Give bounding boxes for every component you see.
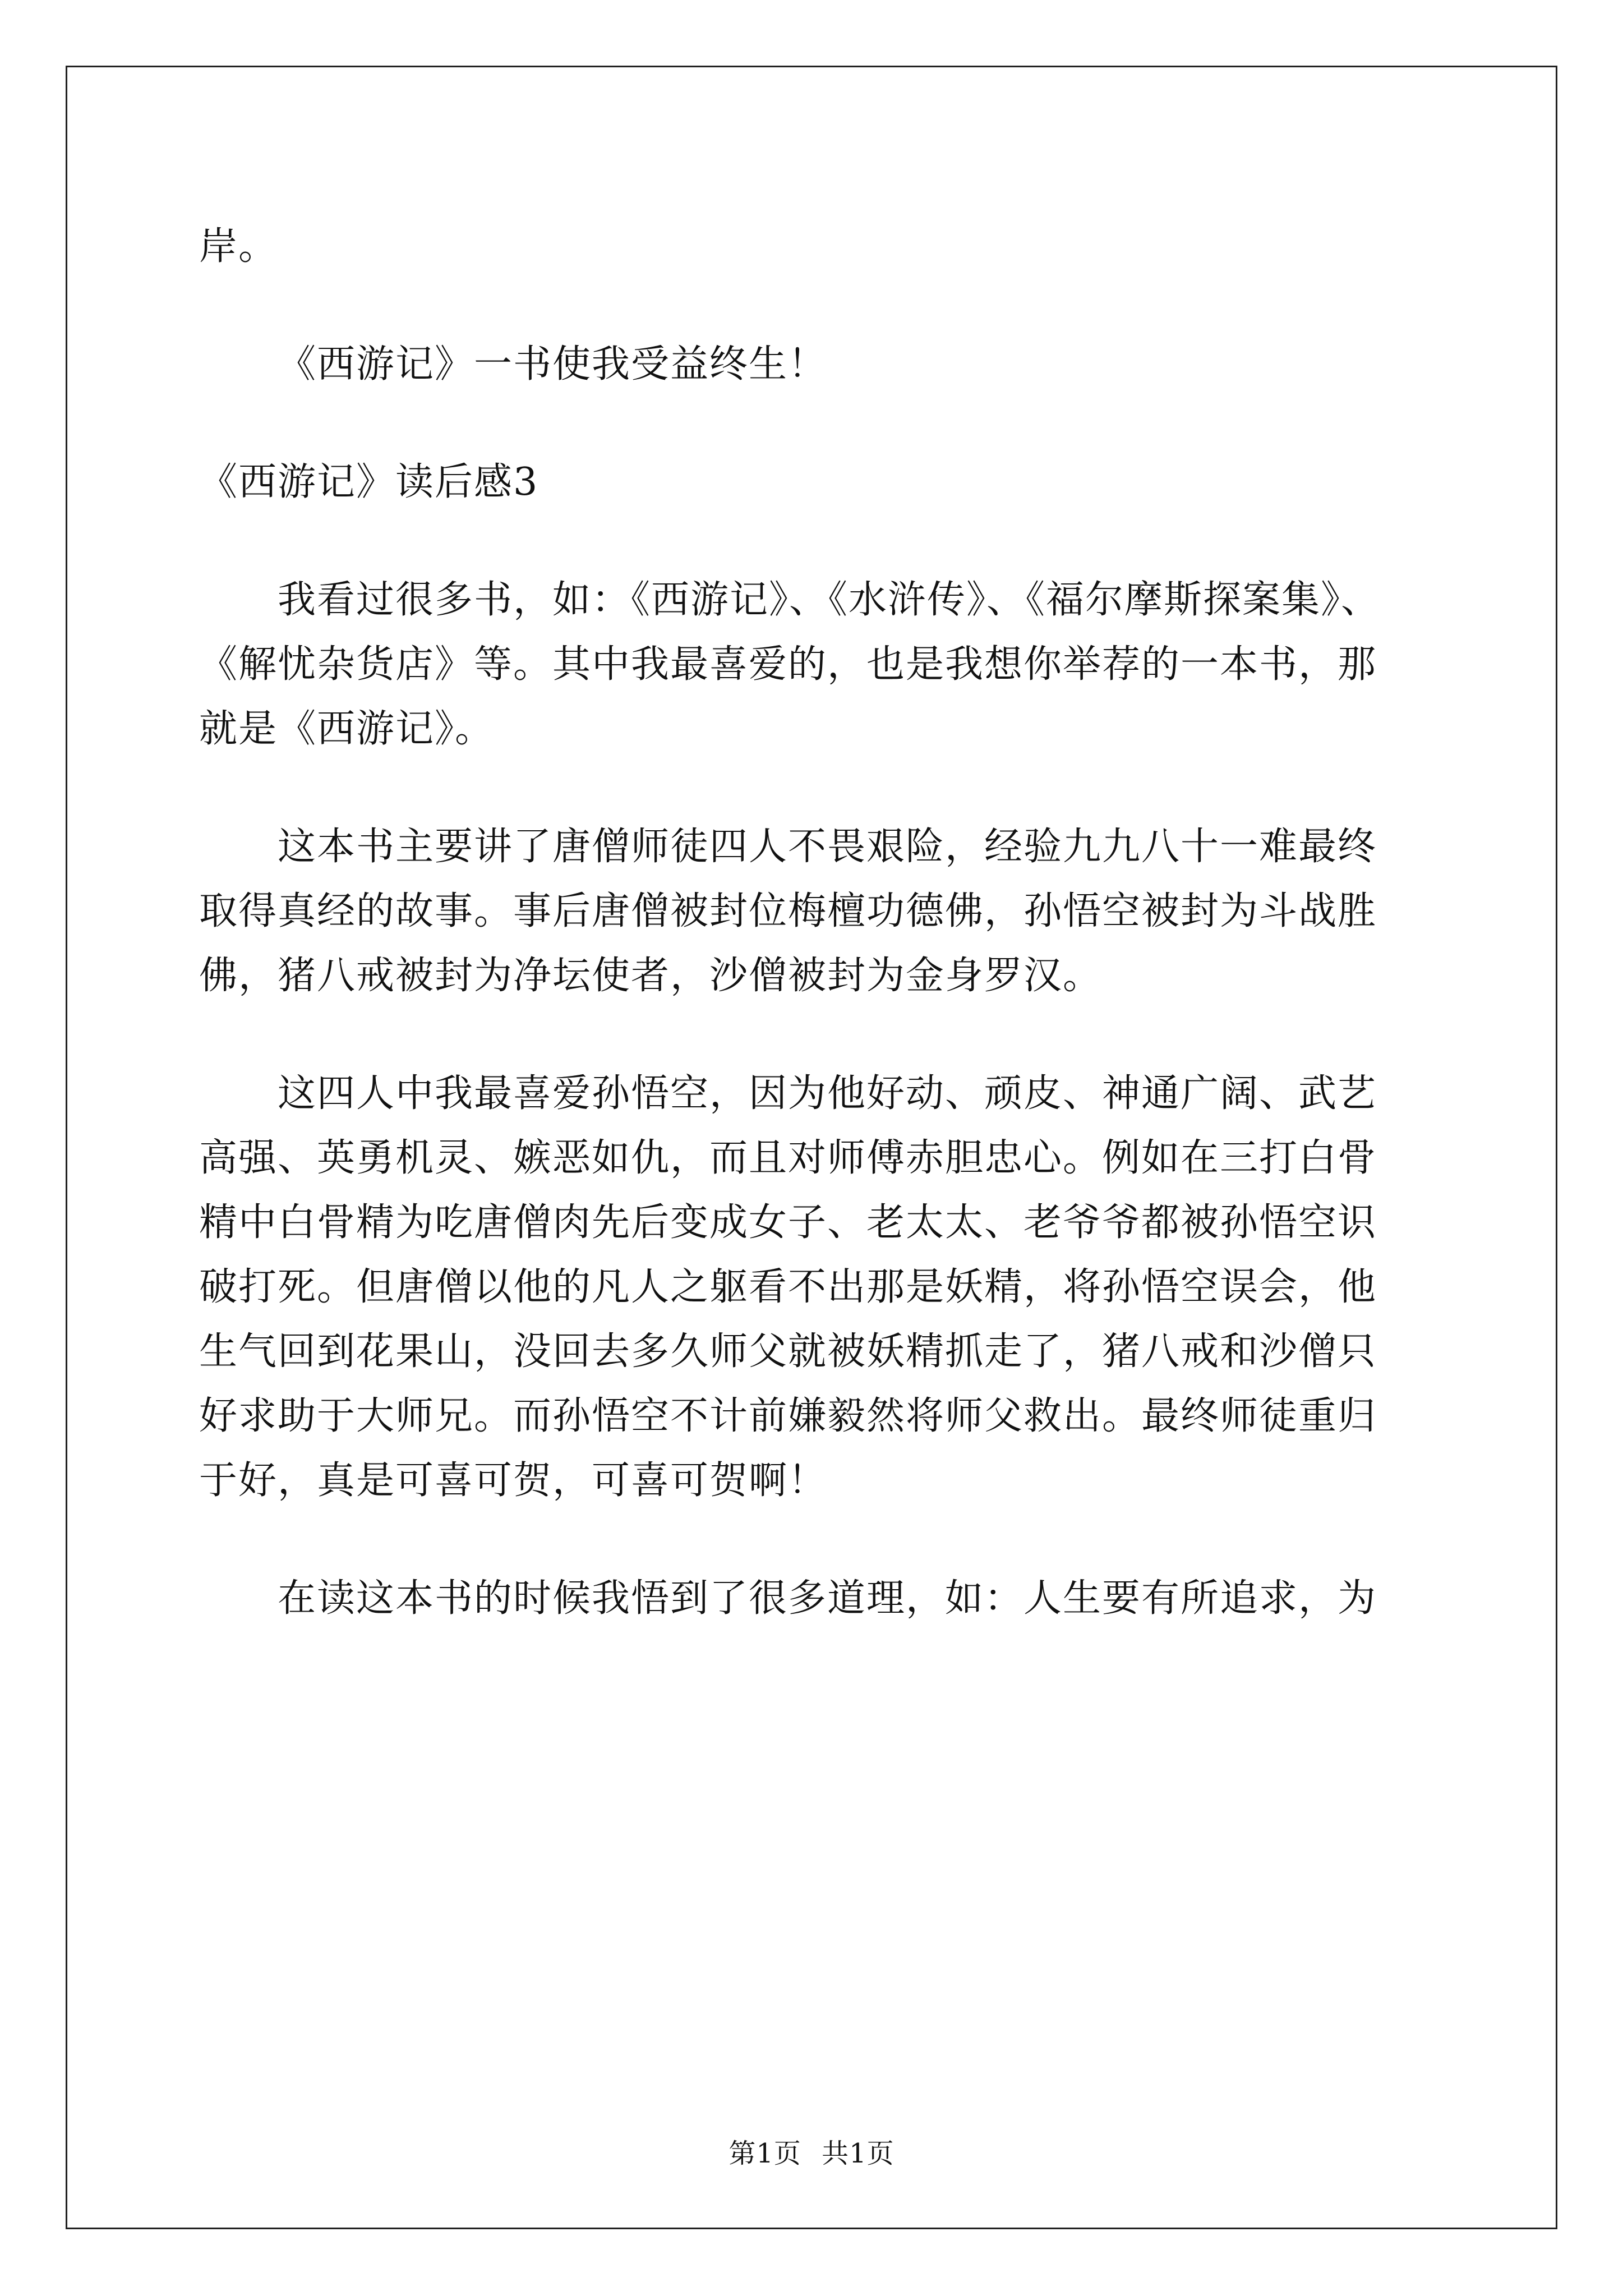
paragraph-line: 于好，真是可喜可贺，可喜可贺啊！ <box>199 1458 828 1503</box>
page-number: 第1页 <box>728 2138 801 2169</box>
paragraph-line: 精中白骨精为吃唐僧肉先后变成女子、老太太、老爷爷都被孙悟空识 <box>199 1200 1377 1245</box>
paragraph-line: 好求助于大师兄。而孙悟空不计前嫌毅然将师父救出。最终师徒重归 <box>199 1394 1377 1438</box>
paragraph-line: 生气回到花果山，没回去多久师父就被妖精抓走了，猪八戒和沙僧只 <box>199 1329 1377 1374</box>
paragraph-line: 就是《西游记》。 <box>199 707 495 751</box>
page-total: 共1页 <box>822 2138 895 2169</box>
paragraph-line: 破打死。但唐僧以他的凡人之躯看不出那是妖精，将孙悟空误会，他 <box>199 1265 1377 1309</box>
section-heading: 《西游记》读后感3 <box>199 460 539 504</box>
paragraph-line: 《西游记》一书使我受益终生！ <box>278 342 828 386</box>
paragraph-line: 高强、英勇机灵、嫉恶如仇，而且对师傅赤胆忠心。例如在三打白骨 <box>199 1136 1377 1180</box>
page-footer <box>0 2132 1623 2170</box>
text-line: 岸。 <box>199 224 278 269</box>
paragraph-line: 在读这本书的时候我悟到了很多道理，如：人生要有所追求，为 <box>278 1576 1377 1621</box>
paragraph-line: 这本书主要讲了唐僧师徒四人不畏艰险，经验九九八十一难最终 <box>278 825 1377 869</box>
paragraph-line: 我看过很多书，如：《西游记》、《水浒传》、《福尔摩斯探案集》、 <box>278 578 1381 622</box>
paragraph-line: 《解忧杂货店》等。其中我最喜爱的，也是我想你举荐的一本书，那 <box>199 642 1377 687</box>
paragraph-line: 这四人中我最喜爱孙悟空，因为他好动、顽皮、神通广阔、武艺 <box>278 1071 1377 1116</box>
paragraph-line: 佛，猪八戒被封为净坛使者，沙僧被封为金身罗汉。 <box>199 954 1103 998</box>
document-body <box>199 214 1447 1631</box>
paragraph-line: 取得真经的故事。事后唐僧被封位梅檀功德佛，孙悟空被封为斗战胜 <box>199 889 1377 933</box>
